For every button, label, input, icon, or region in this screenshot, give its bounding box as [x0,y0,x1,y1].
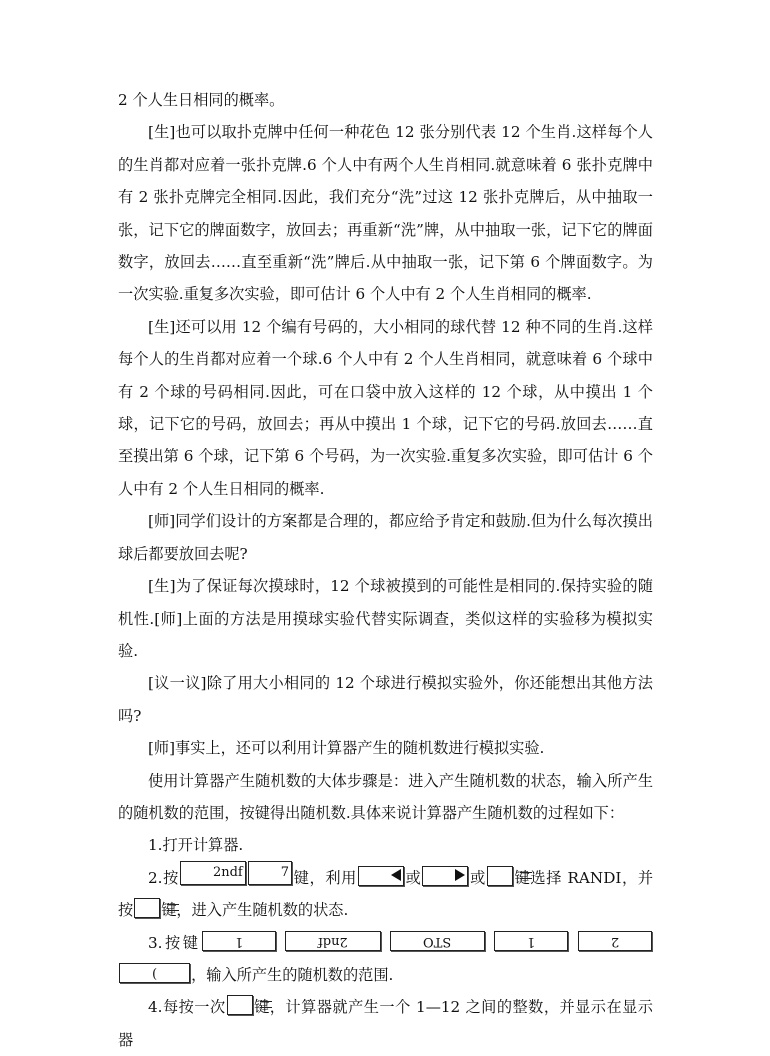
key-2ndf: 2ndf [285,931,381,951]
paragraph-1: 2 个人生日相同的概率。 [118,91,285,109]
key-close-paren: ) [119,963,190,983]
step-2: 2.按 2ndf 7 键，利用 或 或 键选择 RANDI，并按 键，进入产生随机数的状态. [118,862,653,927]
paragraph-7: [师]事实上，还可以利用计算器产生的随机数进行模拟实验. [148,739,545,758]
key-7: 7 [248,861,292,885]
step-1: 1.打开计算器. [148,836,244,855]
paragraph-6: [议一议]除了用大小相同的 12 个球进行模拟实验外，你还能想出其他方法吗? [118,674,653,725]
paragraph-4: [师]同学们设计的方案都是合理的，都应给予肯定和鼓励.但为什么每次摸出球后都要放回去呢? [118,512,653,563]
left-arrow-key-icon [358,866,404,886]
equals-key-icon [227,995,253,1015]
key-1: 1 [494,931,568,951]
paragraph-5: [生]为了保证每次摸球时，12 个球被摸到的可能性是相同的.保持实验的随机性.[师]上面的方法是用摸球实验代替实际调查，类似这样的实验移为模拟实验. [118,577,653,660]
key-2: 2 [578,931,652,951]
paragraph-2: [生]也可以取扑克牌中任何一种花色 12 张分别代表 12 个生肖.这样每个人的生肖都对应着一张扑克牌.6 个人中有两个人生肖相同.就意味着 6 张扑克牌中有 2 张扑克牌完全相同.因此，我们充分“洗”过这 12 张扑克牌后，从中抽取一张，记下它的牌面数字，放回去；再重新“洗”牌，从中抽取一张，记下它的牌面数字，放回去……直至重新“洗”牌后.从中抽取一张，记下第 6 个牌面数字。为一次实验.重复多次实验，即可估计 6 个人中有 2 个人生肖相同的概率. [118,123,653,304]
step-4: 4.每按一次 键，计算器就产生一个 1—12 之间的整数，并显示在显示器 [118,991,653,1056]
key-2ndf: 2ndf [180,861,246,885]
key-1: 1 [202,931,276,951]
document-page [118,84,653,1056]
equals-key-icon [134,898,160,918]
step-3: 3.按键 1 2ndf STO 1 2 ) ，输入所产生的随机数的范围. [118,927,653,992]
equals-key-icon [487,866,513,886]
paragraph-3: [生]还可以用 12 个编有号码的，大小相同的球代替 12 种不同的生肖.这样每个人的生肖都对应着一个球.6 个人中有 2 个人生肖相同，就意味着 6 个球中有 2 个球的号码相同.因此，可在口袋中放入这样的 12 个球，从中摸出 1 个球，记下它的号码，放回去；再从中摸出 1 个球，记下它的号码.放回去……直至摸出第 6 个球，记下第 6 个号码，为一次实验.重复多次实验，即可估计 6 个人中有 2 个人生日相同的概率. [118,317,653,498]
key-sto: STO [390,931,484,951]
right-arrow-key-icon [422,866,468,886]
paragraph-8: 使用计算器产生随机数的大体步骤是：进入产生随机数的状态，输入所产生的随机数的范围，按键得出随机数.具体来说计算器产生随机数的过程如下： [118,771,653,822]
